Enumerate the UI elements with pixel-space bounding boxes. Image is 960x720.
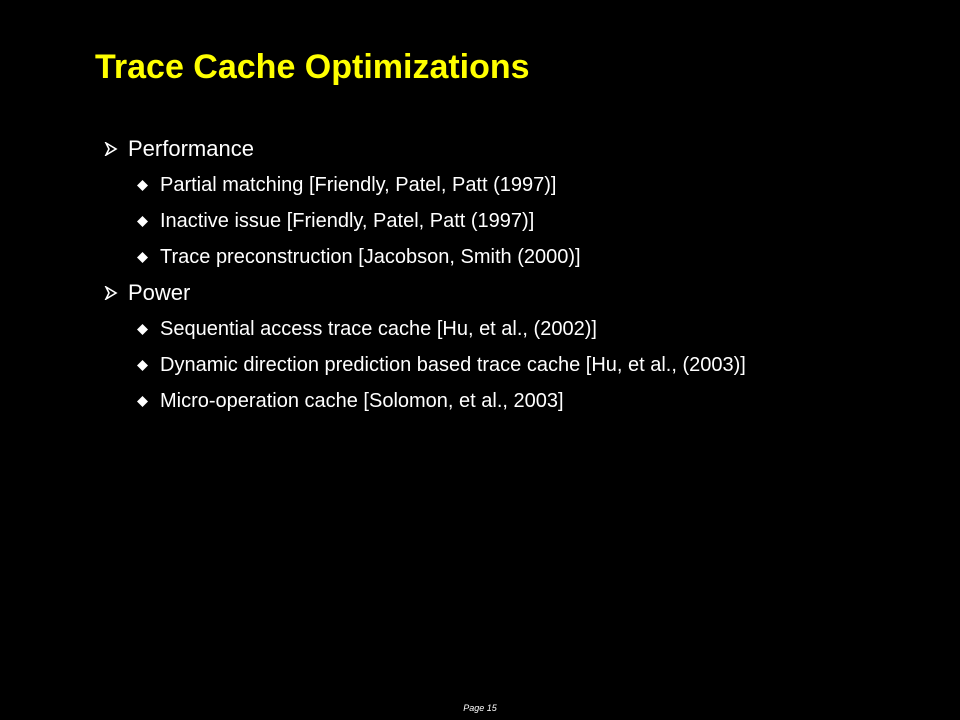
list-item (104, 172, 904, 198)
section-power (104, 280, 904, 414)
list-item (104, 352, 904, 378)
page-number: Page 15 (463, 703, 497, 713)
diamond-bullet-icon (137, 180, 148, 191)
section-heading-text: Performance (128, 136, 254, 161)
bullet-list (104, 316, 904, 414)
section-heading-text: Power (128, 280, 191, 305)
arrow-bullet-icon (104, 142, 118, 156)
diamond-bullet-icon (137, 252, 148, 263)
list-item-text: Sequential access trace cache [Hu, et al., (2002)] (160, 318, 597, 340)
diamond-bullet-icon (137, 360, 148, 371)
diamond-bullet-icon (137, 216, 148, 227)
list-item-text: Micro-operation cache [Solomon, et al., 2003] (160, 390, 564, 412)
diamond-bullet-icon (137, 324, 148, 335)
list-item-text: Partial matching [Friendly, Patel, Patt (1997)] (160, 174, 557, 196)
list-item-text: Inactive issue [Friendly, Patel, Patt (1997)] (160, 210, 535, 232)
section-heading (104, 280, 904, 306)
slide-title: Trace Cache Optimizations (95, 48, 530, 86)
list-item (104, 316, 904, 342)
diamond-bullet-icon (137, 396, 148, 407)
section-performance (104, 136, 904, 270)
list-item (104, 388, 904, 414)
list-item (104, 208, 904, 234)
slide-content (104, 136, 904, 424)
list-item-text: Dynamic direction prediction based trace cache [Hu, et al., (2003)] (160, 354, 746, 376)
section-heading (104, 136, 904, 162)
list-item (104, 244, 904, 270)
bullet-list (104, 172, 904, 270)
list-item-text: Trace preconstruction [Jacobson, Smith (2000)] (160, 246, 581, 268)
arrow-bullet-icon (104, 286, 118, 300)
